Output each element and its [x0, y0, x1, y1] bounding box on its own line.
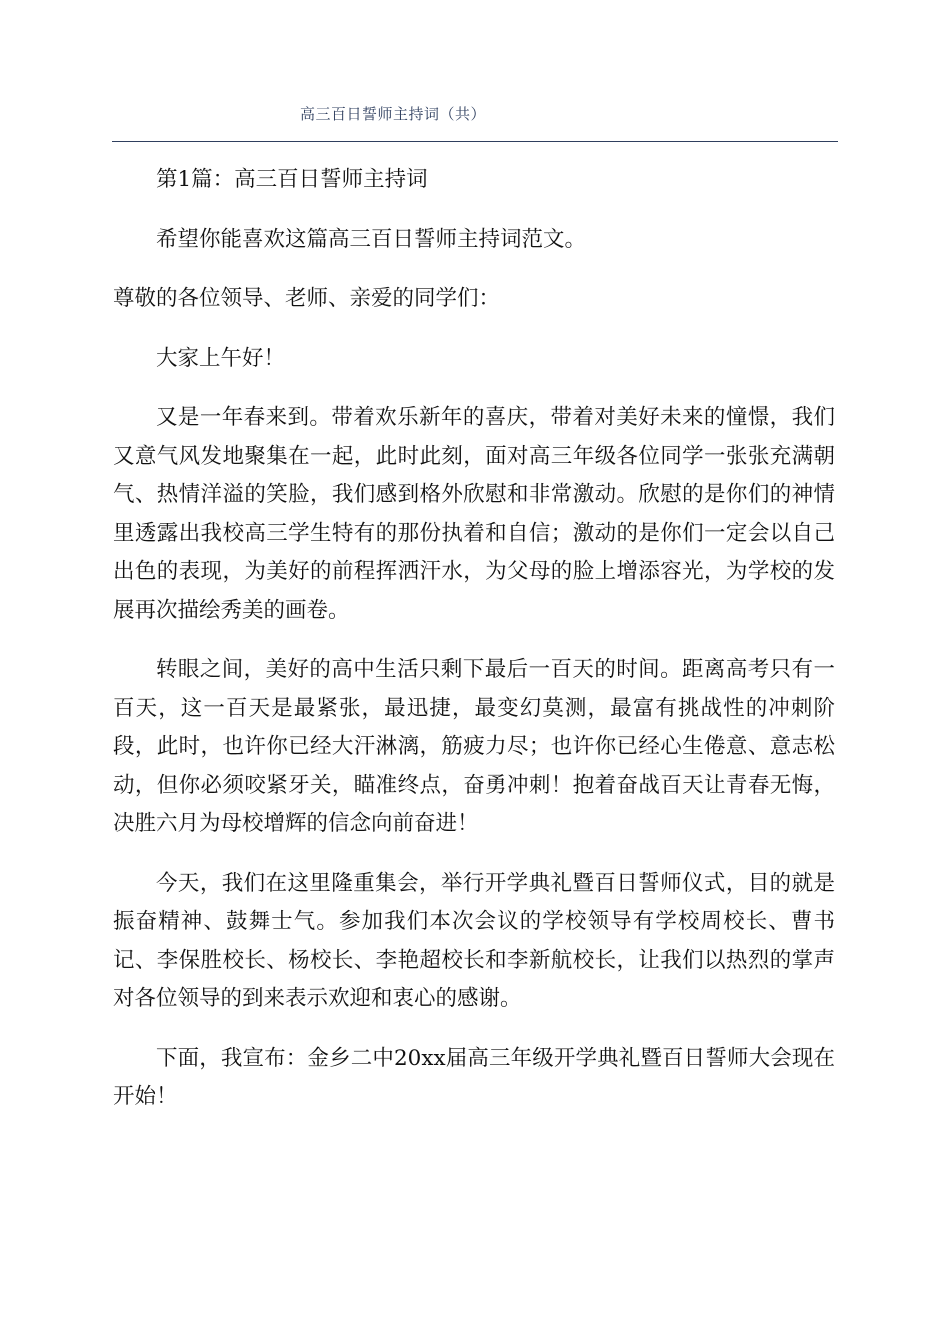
paragraph-chapter-heading: 第1篇：高三百日誓师主持词 — [156, 167, 428, 192]
paragraph-greeting: 大家上午好！ — [156, 345, 286, 371]
paragraph-body: 转眼之间，美好的高中生活只剩下最后一百天的时间。距离高考只有一百天，这一百天是最紧张，最迅捷，最变幻莫测，最富有挑战性的冲刺阶段，此时，也许你已经大汗淋漓，筋疲力尽；也许你已经心生倦意、意志松动，但你必须咬紧牙关，瞄准终点，奋勇冲刺！抱着奋战百天让青春无悔，决胜六月为母校增辉的信念向前奋进！ — [113, 657, 835, 836]
paragraph-body: 又是一年春来到。带着欢乐新年的喜庆，带着对美好未来的憧憬，我们又意气风发地聚集在一起，此时此刻，面对高三年级各位同学一张张充满朝气、热情洋溢的笑脸，我们感到格外欣慰和非常激动。欣慰的是你们的神情里透露出我校高三学生特有的那份执着和自信；激动的是你们一定会以自己出色的表现，为美好的前程挥洒汗水，为父母的脸上增添容光，为学校的发展再次描绘秀美的画卷。 — [113, 405, 835, 623]
paragraph-body: 今天，我们在这里隆重集会，举行开学典礼暨百日誓师仪式，目的就是振奋精神、鼓舞士气。参加我们本次会议的学校领导有学校周校长、曹书记、李保胜校长、杨校长、李艳超校长和李新航校长，让我们以热烈的掌声对各位领导的到来表示欢迎和衷心的感谢。 — [113, 870, 835, 1011]
header-divider — [112, 141, 838, 142]
paragraph-intro: 希望你能喜欢这篇高三百日誓师主持词范文。 — [156, 226, 587, 252]
paragraph-announcement: 下面，我宣布：金乡二中20xx届高三年级开学典礼暨百日誓师大会现在开始！ — [113, 1045, 835, 1109]
paragraph-salutation: 尊敬的各位领导、老师、亲爱的同学们： — [113, 286, 501, 311]
document-header-title: 高三百日誓师主持词（共） — [300, 105, 487, 123]
document-body — [113, 161, 835, 1138]
